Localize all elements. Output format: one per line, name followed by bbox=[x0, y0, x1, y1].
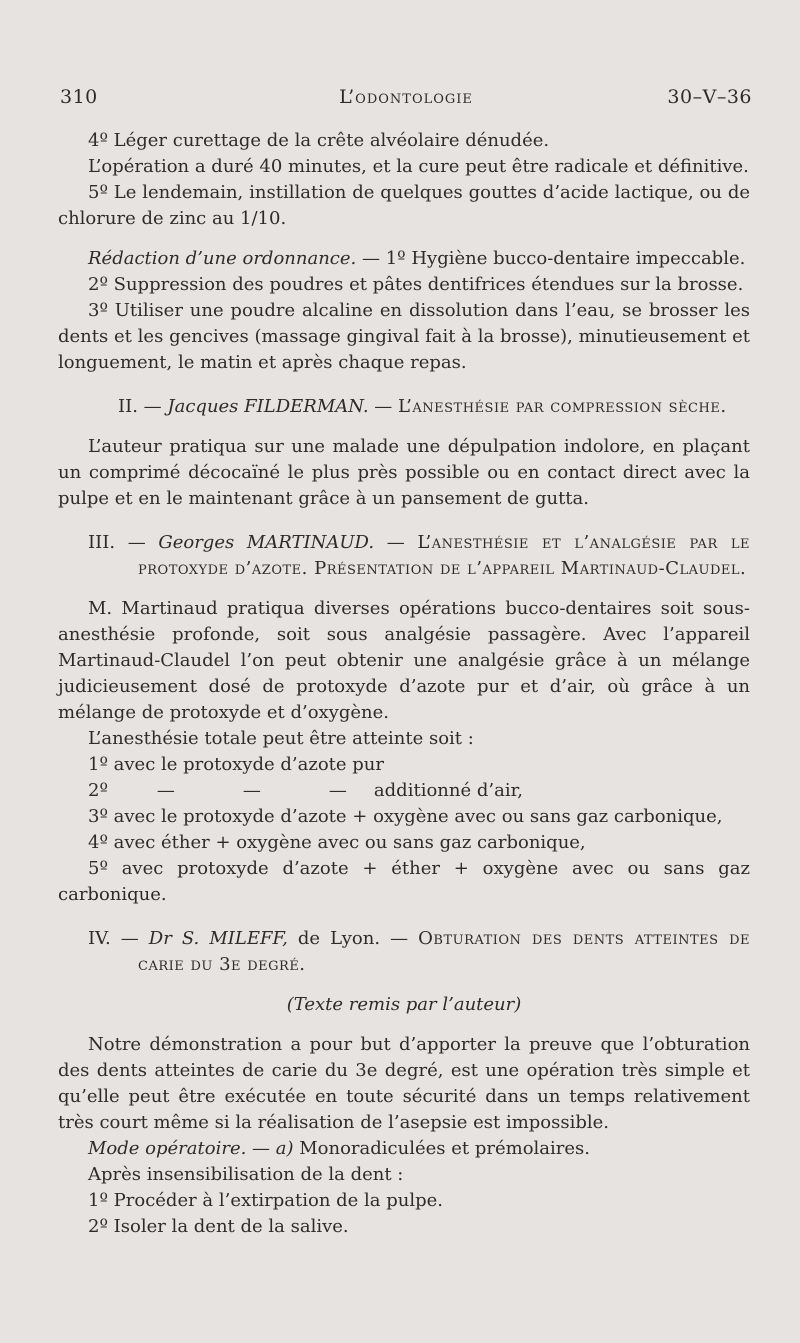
paragraph: 2º Suppression des poudres et pâtes dentifrices étendues sur la brosse. bbox=[88, 274, 744, 295]
section-heading-3: III. — Georges MARTINAUD. — L’anesthésie et l’analgésie par le protoxyde d’azote. Présentation de l’appareil Martinaud-Claudel. bbox=[88, 532, 750, 579]
issue-date: 30–V–36 bbox=[667, 86, 752, 108]
author-name: Jacques FILDERMAN. bbox=[167, 396, 369, 417]
section-heading-2: II. — Jacques FILDERMAN. — L’anesthésie par compression sèche. bbox=[118, 396, 727, 417]
paragraph: Rédaction d’une ordonnance. — 1º Hygiène bucco-dentaire impeccable. bbox=[88, 248, 746, 269]
paragraph: L’anesthésie totale peut être atteinte soit : bbox=[88, 728, 474, 749]
author-note: (Texte remis par l’auteur) bbox=[286, 994, 522, 1015]
running-title: L’odontologie bbox=[339, 86, 473, 108]
running-header bbox=[60, 86, 752, 116]
list-item: 2º Isoler la dent de la salive. bbox=[88, 1216, 349, 1237]
paragraph: 3º Utiliser une poudre alcaline en dissolution dans l’eau, se brosser les dents et les gencives (massage gingival fait à la brosse), minutieusement et longuement, le matin et après chaque repas. bbox=[58, 300, 750, 373]
list-item: 4º avec éther + oxygène avec ou sans gaz carbonique, bbox=[88, 832, 586, 853]
section-title: L’anesthésie et l’analgésie par le protoxyde d’azote. Présentation de l’appareil Martinaud-Claudel. bbox=[138, 532, 750, 579]
section-heading-4: IV. — Dr S. MILEFF, de Lyon. — Obturation des dents atteintes de carie du 3e degré. bbox=[88, 928, 750, 975]
paragraph: L’opération a duré 40 minutes, et la cure peut être radicale et définitive. bbox=[88, 156, 749, 177]
section-title: Obturation des dents atteintes de carie du 3e degré. bbox=[138, 928, 750, 975]
mode-heading: Mode opératoire. — a) bbox=[88, 1138, 294, 1159]
paragraph: Mode opératoire. — a) Monoradiculées et prémolaires. bbox=[88, 1138, 590, 1159]
author-name: S. MILEFF, bbox=[171, 928, 288, 949]
paragraph: L’auteur pratiqua sur une malade une dépulpation indolore, en plaçant un comprimé décocaïné le plus près possible ou en contact direct avec la pulpe et en le maintenant grâce à un pansement de gutta. bbox=[58, 436, 750, 509]
list-item: 1º avec le protoxyde d’azote pur bbox=[88, 754, 384, 775]
paragraph: Après insensibilisation de la dent : bbox=[88, 1164, 404, 1185]
list-item: 5º avec protoxyde d’azote + éther + oxygène avec ou sans gaz carbonique. bbox=[58, 858, 750, 905]
list-item: 3º avec le protoxyde d’azote + oxygène avec ou sans gaz carbonique, bbox=[88, 806, 723, 827]
page-number: 310 bbox=[60, 86, 98, 108]
section-title: L’anesthésie par compression sèche. bbox=[398, 396, 727, 417]
list-item: 1º Procéder à l’extirpation de la pulpe. bbox=[88, 1190, 444, 1211]
paragraph: Notre démonstration a pour but d’apporter la preuve que l’obturation des dents atteintes de carie du 3e degré, est une opération très simple et qu’elle peut être exécutée en toute sécurité dans un temps relativement très court même si la réalisation de l’asepsie est impossible. bbox=[58, 1034, 750, 1133]
ordonnance-heading: Rédaction d’une ordonnance. bbox=[88, 248, 357, 269]
paragraph: M. Martinaud pratiqua diverses opérations bucco-dentaires soit sous-anesthésie profonde, soit sous analgésie passagère. Avec l’appareil Martinaud-Claudel l’on peut obtenir une analgésie grâce à un mélange judicieusement dosé de protoxyde d’azote pur et d’air, où grâce à un mélange de protoxyde et d’oxygène. bbox=[58, 598, 750, 723]
list-item: 2º — — — additionné d’air, bbox=[88, 780, 523, 801]
paragraph: 5º Le lendemain, instillation de quelques gouttes d’acide lactique, ou de chlorure de zinc au 1/10. bbox=[58, 182, 750, 229]
paragraph: 4º Léger curettage de la crête alvéolaire dénudée. bbox=[88, 130, 550, 151]
author-name: Georges MARTINAUD. bbox=[158, 532, 375, 553]
body-text bbox=[58, 128, 750, 1240]
